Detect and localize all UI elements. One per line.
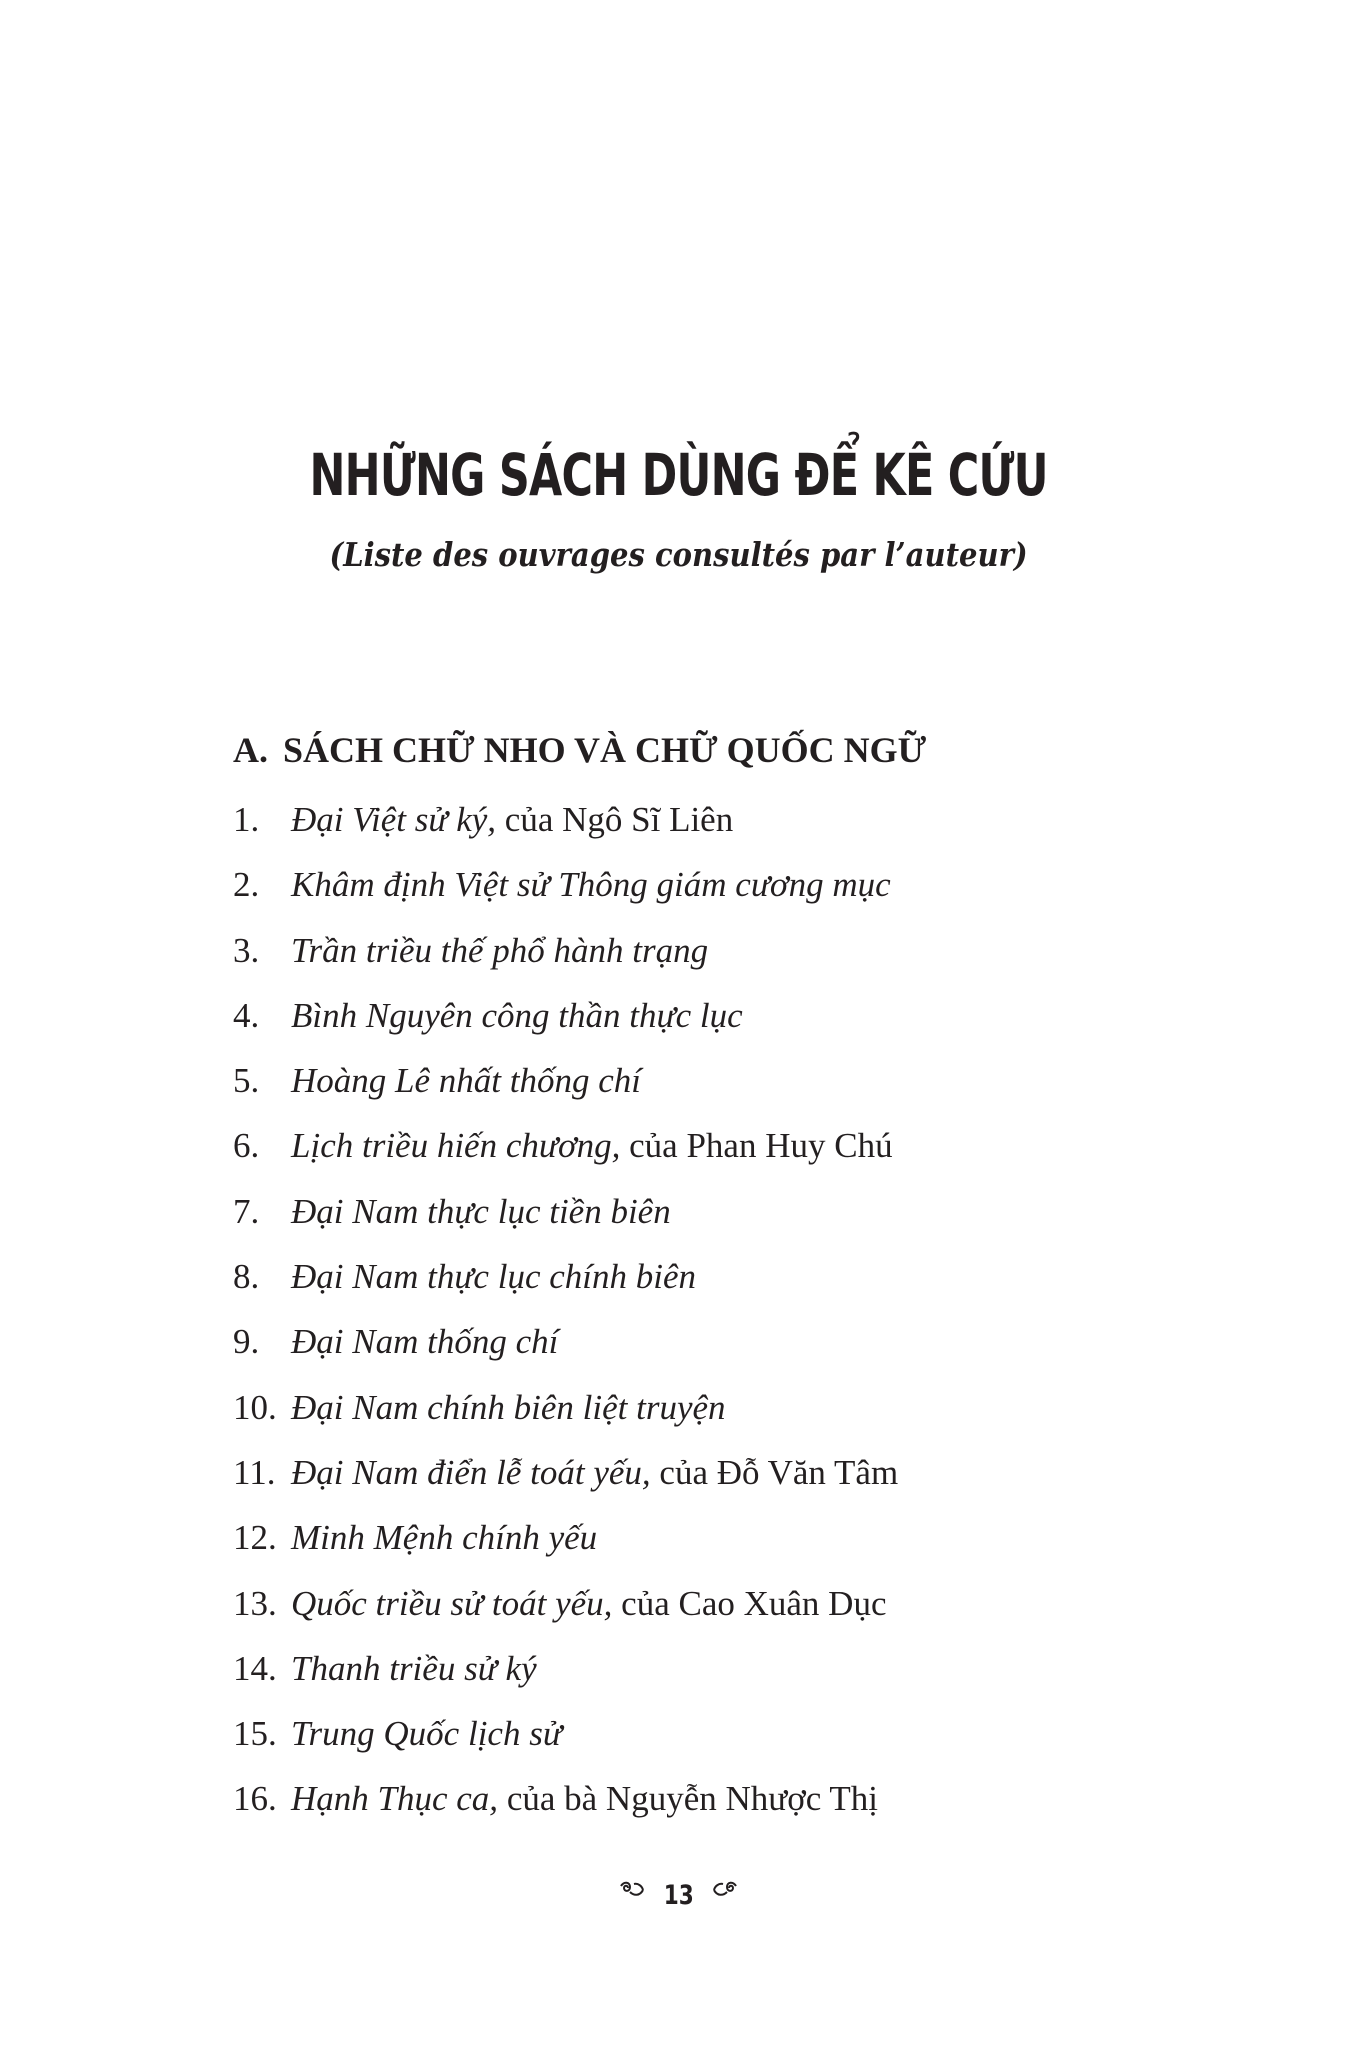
- reference-number: 11.: [233, 1452, 276, 1492]
- ornament-left-icon: [618, 1876, 646, 1916]
- reference-title: Bình Nguyên công thần thực lục: [291, 995, 743, 1035]
- reference-title: Đại Nam thực lục chính biên: [291, 1257, 696, 1297]
- page-title: NHỮNG SÁCH DÙNG ĐỂ KÊ CỨU: [309, 441, 1048, 509]
- reference-number: 10.: [233, 1387, 277, 1427]
- reference-number: 4.: [233, 995, 260, 1035]
- reference-title: Quốc triều sử toát yếu,: [291, 1583, 613, 1623]
- reference-author: của Ngô Sĩ Liên: [496, 800, 734, 839]
- reference-number: 14.: [233, 1648, 277, 1688]
- reference-number: 1.: [233, 800, 260, 839]
- section-letter: A.: [233, 730, 268, 770]
- reference-author: của Đỗ Văn Tâm: [650, 1452, 899, 1492]
- reference-title: Đại Nam thực lục tiền biên: [291, 1191, 671, 1231]
- reference-item: [233, 1383, 898, 1448]
- reference-author: của Phan Huy Chú: [620, 1126, 893, 1166]
- reference-title: Đại Việt sử ký,: [291, 800, 497, 839]
- reference-number: 5.: [233, 1061, 260, 1101]
- reference-item: [233, 1513, 898, 1578]
- reference-number: 15.: [233, 1714, 277, 1754]
- reference-title: Hoàng Lê nhất thống chí: [291, 1061, 641, 1101]
- reference-title: Khâm định Việt sử Thông giám cương mục: [291, 865, 891, 905]
- reference-number: 3.: [233, 930, 260, 970]
- reference-author: của bà Nguyễn Nhược Thị: [498, 1779, 878, 1819]
- reference-item: [233, 1774, 898, 1839]
- section-heading: [233, 725, 926, 775]
- reference-item: [233, 1121, 898, 1186]
- reference-title: Đại Nam chính biên liệt truyện: [291, 1387, 726, 1427]
- reference-item: [233, 1644, 898, 1709]
- reference-number: 7.: [233, 1191, 260, 1231]
- reference-item: [233, 991, 898, 1056]
- reference-number: 13.: [233, 1583, 277, 1623]
- reference-item: [233, 1709, 898, 1774]
- reference-item: [233, 1056, 898, 1121]
- reference-title: Trần triều thế phổ hành trạng: [291, 930, 709, 970]
- reference-list: [233, 795, 898, 1840]
- reference-number: 8.: [233, 1257, 260, 1297]
- reference-author: của Cao Xuân Dục: [612, 1583, 887, 1623]
- reference-item: [233, 926, 898, 991]
- reference-title: Đại Nam thống chí: [291, 1322, 559, 1362]
- reference-title: Đại Nam điển lễ toát yếu,: [291, 1452, 651, 1492]
- reference-item: [233, 1252, 898, 1317]
- reference-item: [233, 1317, 898, 1382]
- section-heading-text: SÁCH CHỮ NHO VÀ CHỮ QUỐC NGỮ: [283, 730, 927, 770]
- reference-title: Trung Quốc lịch sử: [291, 1714, 562, 1754]
- reference-number: 9.: [233, 1322, 260, 1362]
- reference-item: [233, 860, 898, 925]
- reference-number: 16.: [233, 1779, 277, 1819]
- reference-title: Hạnh Thục ca,: [291, 1779, 499, 1819]
- page-subtitle: (Liste des ouvrages consultés par l’auteur): [329, 535, 1028, 574]
- reference-title: Lịch triều hiến chương,: [291, 1126, 621, 1166]
- reference-title: Minh Mệnh chính yếu: [291, 1518, 598, 1558]
- ornament-right-icon: [711, 1876, 739, 1916]
- page-number: 13: [663, 1880, 694, 1912]
- reference-title: Thanh triều sử ký: [291, 1648, 537, 1688]
- reference-number: 2.: [233, 865, 260, 905]
- reference-number: 6.: [233, 1126, 260, 1166]
- reference-number: 12.: [233, 1518, 277, 1558]
- page-footer: [0, 1876, 1357, 1916]
- reference-item: [233, 1579, 898, 1644]
- reference-item: [233, 1187, 898, 1252]
- reference-item: [233, 1448, 898, 1513]
- reference-item: [233, 795, 898, 860]
